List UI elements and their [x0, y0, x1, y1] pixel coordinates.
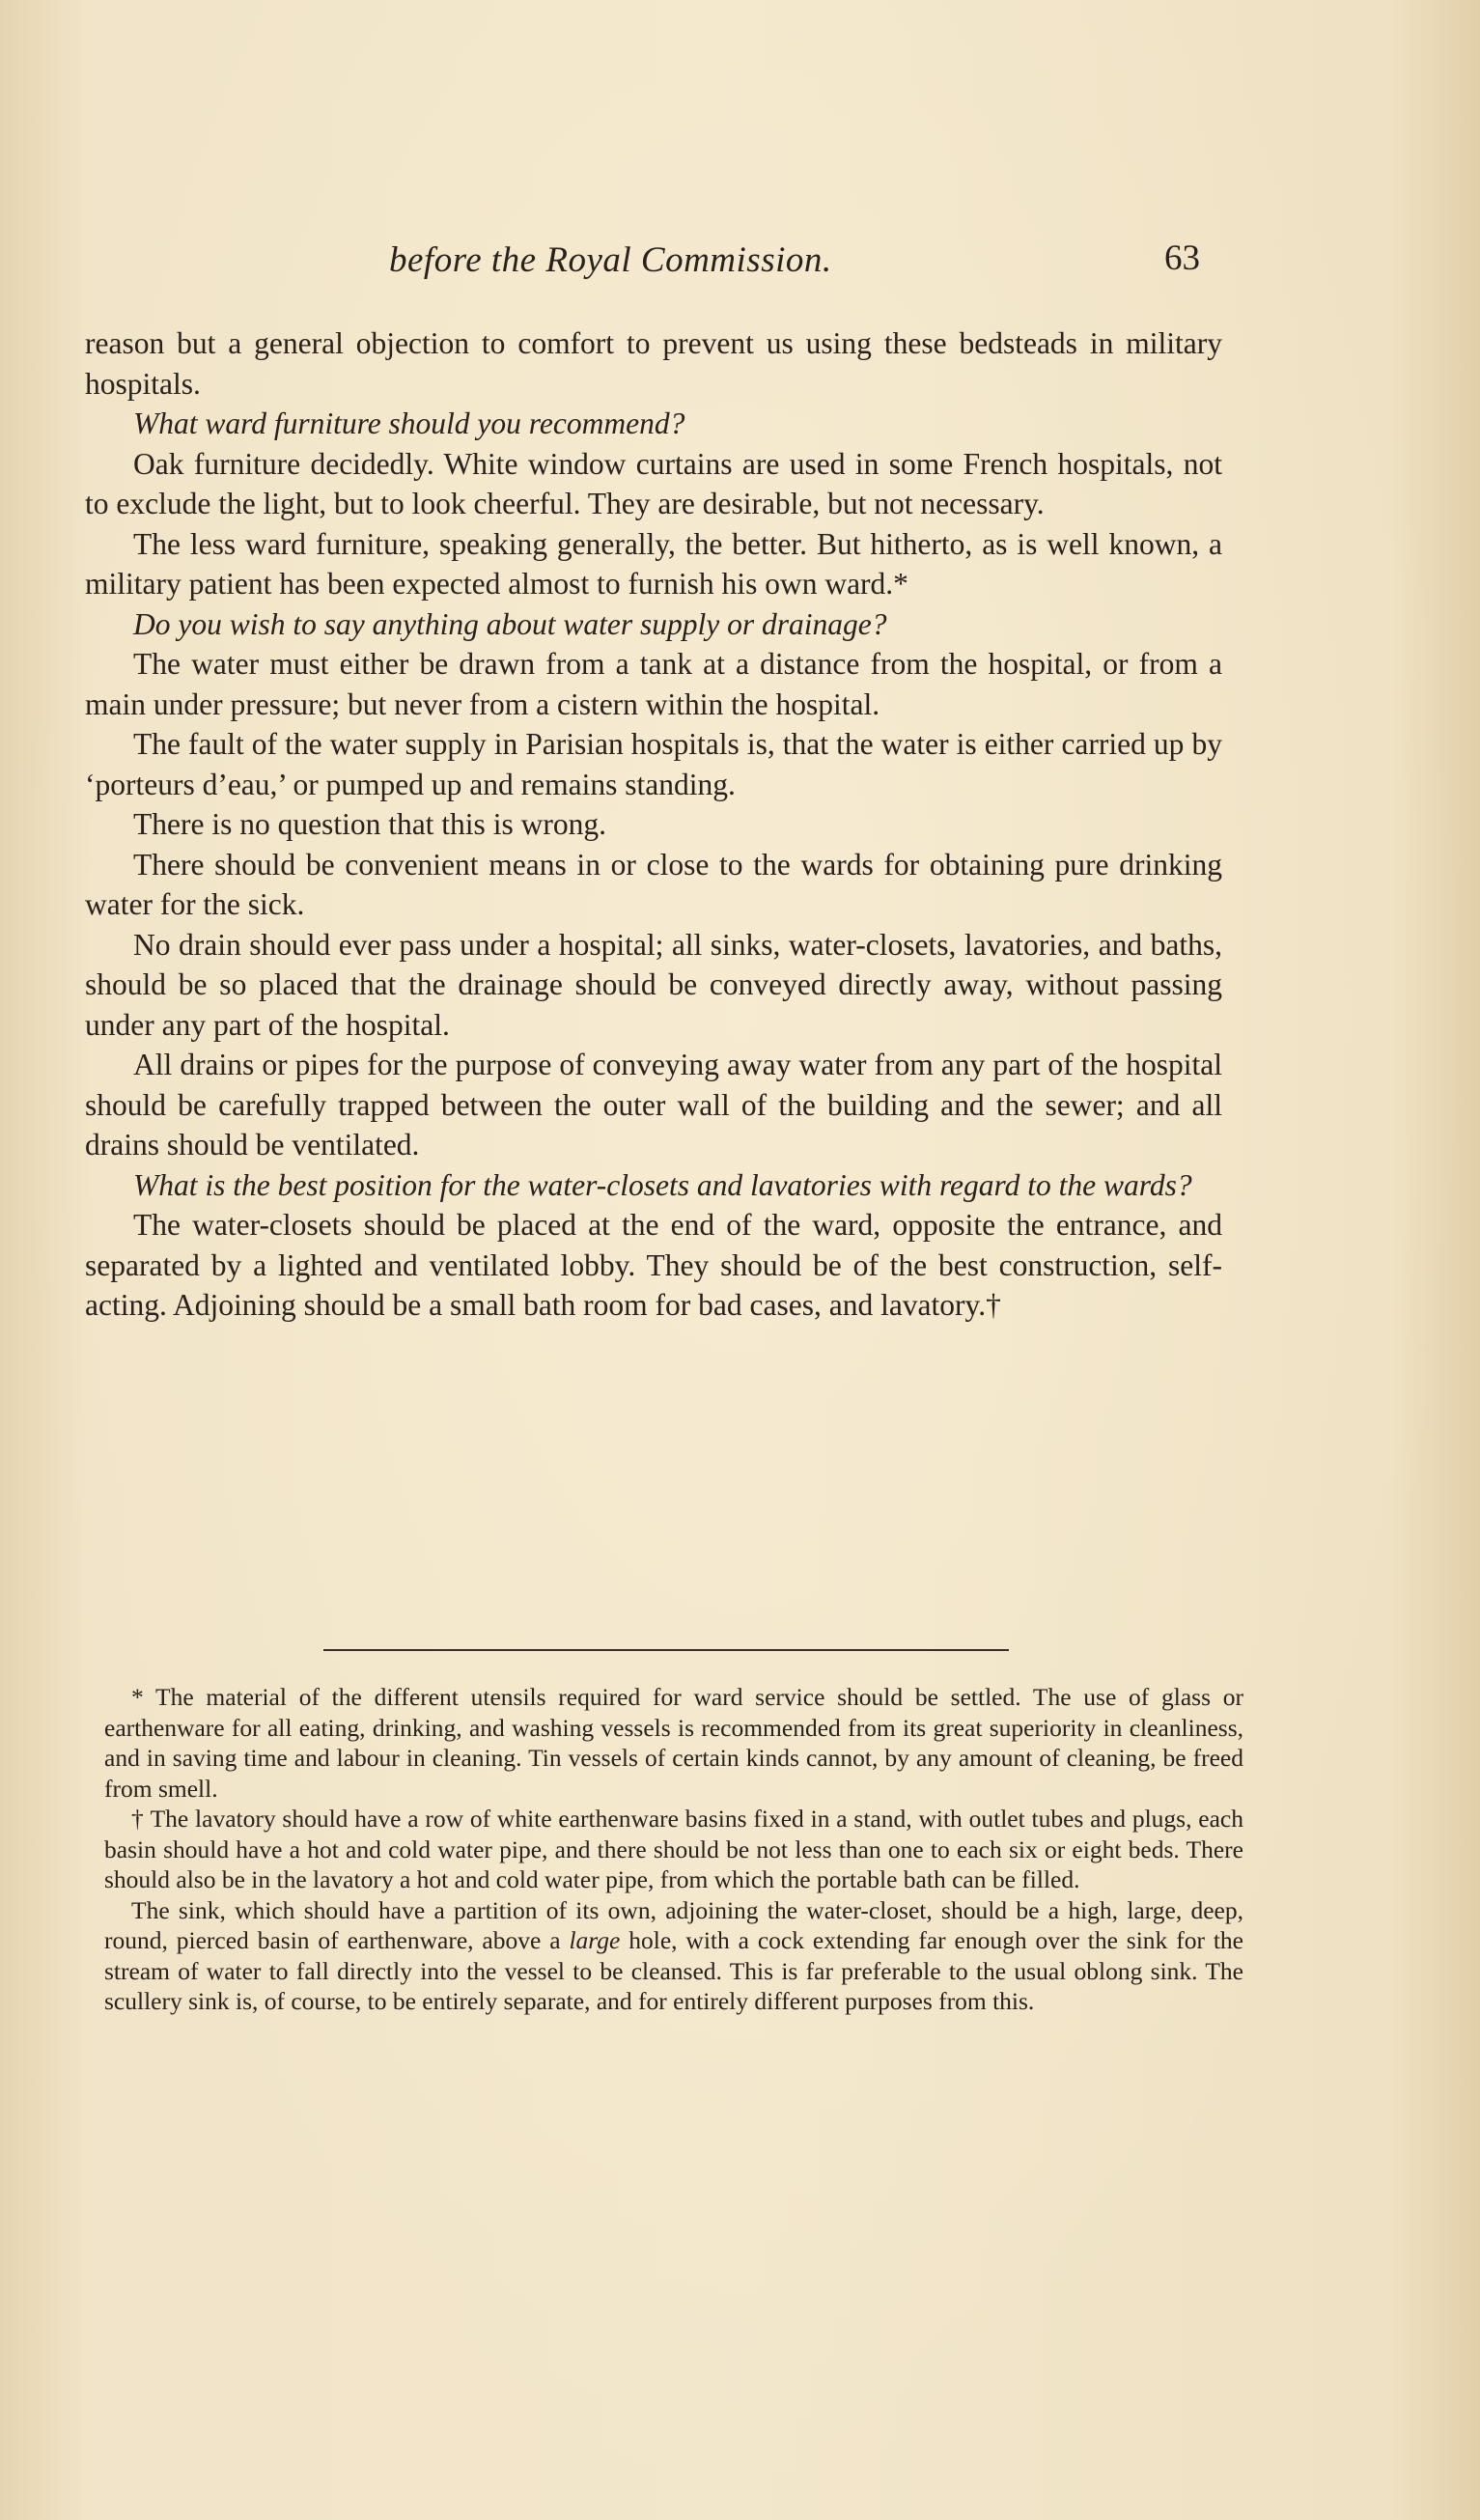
- paragraph: The water must either be drawn from a tank at a distance from the hospital, or from a main under pressure; but never from a cistern within the hospital.: [85, 647, 1222, 721]
- paragraph: The water-closets should be placed at the end of the ward, opposite the entrance, and separated by a lighted and ventilated lobby. They should be of the best construction, self-acting. Adjoining should be a small bath room for bad cases, and lavatory.†: [85, 1208, 1222, 1322]
- page-number: 63: [1164, 238, 1200, 278]
- paragraph: reason but a general objection to comfort to prevent us using these bedsteads in military hospitals.: [85, 326, 1222, 401]
- question: What ward furniture should you recommend?: [133, 406, 685, 440]
- footnote-text: hole, with a cock extending far enough over the sink for the stream of water to fall directly into the vessel to be cleansed. This is far preferable to the usual oblong sink. The scullery sink is, of course, to be entirely separate, and for entirely different purposes from this.: [104, 1926, 1243, 2015]
- running-head: before the Royal Commission.: [389, 240, 832, 280]
- question: Do you wish to say anything about water supply or drainage?: [133, 606, 887, 641]
- question: What is the best position for the water-closets and lavatories with regard to the wards?: [133, 1167, 1192, 1202]
- paragraph: There should be convenient means in or close to the wards for obtaining pure drinking water for the sick.: [85, 847, 1222, 921]
- main-text: [85, 323, 1222, 1326]
- paragraph: Oak furniture decidedly. White window curtains are used in some French hospitals, not to exclude the light, but to look cheerful. They are desirable, but not necessary.: [85, 446, 1222, 520]
- footnote: [104, 1895, 1243, 2017]
- footnote: * The material of the different utensils required for ward service should be settled. The use of glass or earthenware for all eating, drinking, and washing vessels is recommended from its great superiority in cleanliness, and in saving time and labour in cleaning. Tin vessels of certain kinds cannot, by any amount of cleaning, be freed from smell.: [104, 1683, 1243, 1803]
- paragraph: No drain should ever pass under a hospital; all sinks, water-closets, lavatories, and baths, should be so placed that the drainage should be conveyed directly away, without passing under any part of the hospital.: [85, 927, 1222, 1042]
- footnote: † The lavatory should have a row of white earthenware basins fixed in a stand, with outlet tubes and plugs, each basin should have a hot and cold water pipe, and there should be not less than one to each six or eight beds. There should also be in the lavatory a hot and cold water pipe, from which the portable bath can be filled.: [104, 1805, 1243, 1893]
- paragraph: The fault of the water supply in Parisian hospitals is, that the water is either carried up by ‘porteurs d’eau,’ or pumped up and remains standing.: [85, 727, 1222, 801]
- footnote-divider: [323, 1649, 1009, 1651]
- paragraph: The less ward furniture, speaking generally, the better. But hitherto, as is well known, a military patient has been expected almost to furnish his own ward.*: [85, 526, 1222, 601]
- footnote-italic-text: large: [569, 1926, 621, 1954]
- footnotes: [104, 1682, 1243, 2017]
- footnote-text: The sink, which should have a partition of its own, adjoining the water-closet, should be a high, large, deep, round, pierced basin of earthenware, above a: [104, 1895, 1243, 1954]
- page-header: [85, 239, 1215, 288]
- paragraph: There is no question that this is wrong.: [133, 807, 606, 841]
- paragraph: All drains or pipes for the purpose of conveying away water from any part of the hospital should be carefully trapped between the outer wall of the building and the sewer; and all drains should be ventilated.: [85, 1048, 1222, 1162]
